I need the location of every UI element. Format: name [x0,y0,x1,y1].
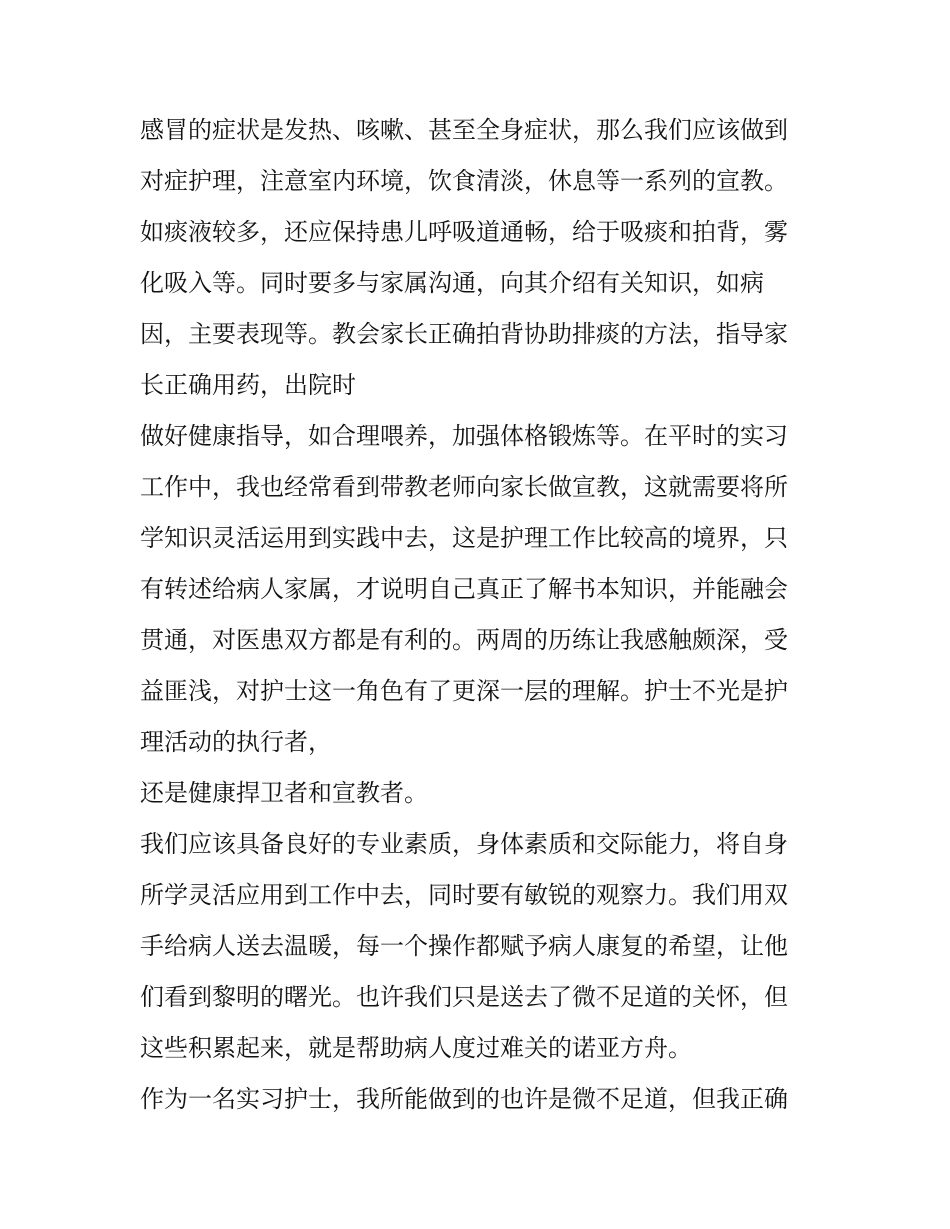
document-body [140,105,820,1125]
text-line: 贯通，对医患双方都是有利的。两周的历练让我感触颇深，受 [140,626,788,654]
text-line: 们看到黎明的曙光。也许我们只是送去了微不足道的关怀，但 [140,983,788,1011]
text-line: 我们应该具备良好的专业素质，身体素质和交际能力，将自身 [140,830,788,858]
text-line: 化吸入等。同时要多与家属沟通，向其介绍有关知识，如病 [140,269,764,297]
text-line: 对症护理，注意室内环境，饮食清淡，休息等一系列的宣教。 [140,167,788,195]
text-line: 因，主要表现等。教会家长正确拍背协助排痰的方法，指导家 [140,320,788,348]
text-line: 做好健康指导，如合理喂养，加强体格锻炼等。在平时的实习 [140,422,788,450]
text-line: 这些积累起来，就是帮助病人度过难关的诺亚方舟。 [140,1034,692,1062]
text-line: 手给病人送去温暖，每一个操作都赋予病人康复的希望，让他 [140,932,788,960]
text-line: 有转述给病人家属，才说明自己真正了解书本知识，并能融会 [140,575,788,603]
text-line: 学知识灵活运用到实践中去，这是护理工作比较高的境界，只 [140,524,788,552]
text-line: 益匪浅，对护士这一角色有了更深一层的理解。护士不光是护 [140,677,788,705]
text-line: 感冒的症状是发热、咳嗽、甚至全身症状，那么我们应该做到 [140,116,788,144]
text-line: 长正确用药，出院时 [140,371,356,399]
text-line: 所学灵活应用到工作中去，同时要有敏锐的观察力。我们用双 [140,881,788,909]
text-line: 理活动的执行者， [140,728,332,756]
text-line: 还是健康捍卫者和宣教者。 [140,779,428,807]
text-line: 如痰液较多，还应保持患儿呼吸道通畅，给于吸痰和拍背，雾 [140,218,788,246]
text-line: 工作中，我也经常看到带教老师向家长做宣教，这就需要将所 [140,473,788,501]
text-line: 作为一名实习护士，我所能做到的也许是微不足道，但我正确 [140,1085,788,1113]
